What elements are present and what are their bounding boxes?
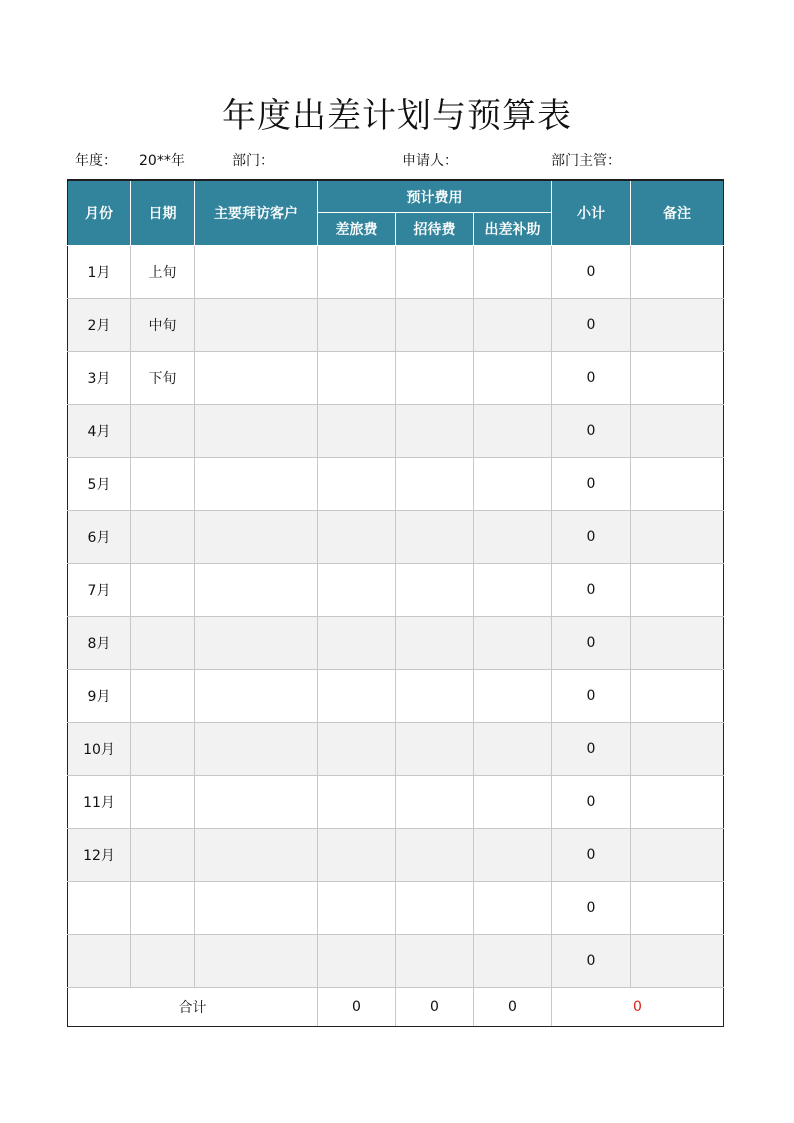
note-cell[interactable] (631, 723, 724, 776)
entertainment-cell[interactable] (396, 405, 474, 458)
entertainment-cell[interactable] (396, 564, 474, 617)
entertainment-cell[interactable] (396, 670, 474, 723)
date-cell[interactable] (131, 458, 195, 511)
client-cell[interactable] (195, 511, 318, 564)
table-row (68, 935, 724, 988)
travel-cell[interactable] (318, 723, 396, 776)
note-cell[interactable] (631, 776, 724, 829)
note-cell[interactable] (631, 352, 724, 405)
allowance-cell[interactable] (474, 511, 552, 564)
travel-cell[interactable] (318, 458, 396, 511)
date-cell[interactable] (131, 670, 195, 723)
month-cell[interactable]: 6月 (68, 511, 131, 564)
entertainment-cell[interactable] (396, 776, 474, 829)
table-row (68, 670, 724, 723)
travel-cell[interactable] (318, 935, 396, 988)
allowance-cell[interactable] (474, 352, 552, 405)
subtotal-cell[interactable]: 0 (552, 564, 631, 617)
header-allowance: 出差补助 (474, 213, 552, 246)
subtotal-cell[interactable]: 0 (552, 405, 631, 458)
month-cell[interactable]: 12月 (68, 829, 131, 882)
table-row (68, 617, 724, 670)
month-cell[interactable]: 1月 (68, 246, 131, 299)
date-cell[interactable] (131, 829, 195, 882)
entertainment-cell[interactable] (396, 458, 474, 511)
total-entertainment: 0 (396, 988, 474, 1027)
month-cell[interactable]: 7月 (68, 564, 131, 617)
subtotal-cell[interactable]: 0 (552, 511, 631, 564)
note-cell[interactable] (631, 670, 724, 723)
header-entertainment: 招待费 (396, 213, 474, 246)
header-travel: 差旅费 (318, 213, 396, 246)
travel-cell[interactable] (318, 829, 396, 882)
year-label: 年度： (75, 153, 117, 169)
allowance-cell[interactable] (474, 458, 552, 511)
allowance-cell[interactable] (474, 776, 552, 829)
allowance-cell[interactable] (474, 299, 552, 352)
note-cell[interactable] (631, 935, 724, 988)
total-allowance: 0 (474, 988, 552, 1027)
travel-cell[interactable] (318, 882, 396, 935)
date-cell[interactable] (131, 723, 195, 776)
month-cell[interactable]: 8月 (68, 617, 131, 670)
total-travel: 0 (318, 988, 396, 1027)
allowance-cell[interactable] (474, 670, 552, 723)
client-cell[interactable] (195, 829, 318, 882)
travel-cell[interactable] (318, 246, 396, 299)
client-cell[interactable] (195, 723, 318, 776)
header-subtotal: 小计 (552, 180, 631, 246)
entertainment-cell[interactable] (396, 299, 474, 352)
subtotal-cell[interactable]: 0 (552, 829, 631, 882)
header-note: 备注 (631, 180, 724, 246)
table-row (68, 352, 724, 405)
department-label: 部门： (232, 153, 274, 169)
note-cell[interactable] (631, 617, 724, 670)
note-cell[interactable] (631, 882, 724, 935)
month-cell[interactable] (68, 882, 131, 935)
total-label: 合计 (68, 988, 318, 1027)
note-cell[interactable] (631, 405, 724, 458)
header-client: 主要拜访客户 (195, 180, 318, 246)
entertainment-cell[interactable] (396, 617, 474, 670)
date-cell[interactable]: 中旬 (131, 299, 195, 352)
entertainment-cell[interactable] (396, 882, 474, 935)
client-cell[interactable] (195, 617, 318, 670)
manager-label: 部门主管： (551, 153, 621, 169)
date-cell[interactable] (131, 617, 195, 670)
allowance-cell[interactable] (474, 564, 552, 617)
note-cell[interactable] (631, 246, 724, 299)
entertainment-cell[interactable] (396, 723, 474, 776)
client-cell[interactable] (195, 352, 318, 405)
header-month: 月份 (68, 180, 131, 246)
travel-cell[interactable] (318, 670, 396, 723)
date-cell[interactable] (131, 882, 195, 935)
subtotal-cell[interactable]: 0 (552, 776, 631, 829)
subtotal-cell[interactable]: 0 (552, 882, 631, 935)
travel-cell[interactable] (318, 617, 396, 670)
table-row (68, 405, 724, 458)
allowance-cell[interactable] (474, 723, 552, 776)
table-row (68, 299, 724, 352)
table-row (68, 776, 724, 829)
allowance-cell[interactable] (474, 935, 552, 988)
entertainment-cell[interactable] (396, 511, 474, 564)
note-cell[interactable] (631, 458, 724, 511)
client-cell[interactable] (195, 935, 318, 988)
date-cell[interactable] (131, 776, 195, 829)
table-row (68, 458, 724, 511)
month-cell[interactable] (68, 935, 131, 988)
client-cell[interactable] (195, 670, 318, 723)
month-cell[interactable]: 9月 (68, 670, 131, 723)
travel-cell[interactable] (318, 299, 396, 352)
subtotal-cell[interactable]: 0 (552, 246, 631, 299)
allowance-cell[interactable] (474, 882, 552, 935)
applicant-label: 申请人： (402, 153, 458, 169)
subtotal-cell[interactable]: 0 (552, 352, 631, 405)
entertainment-cell[interactable] (396, 829, 474, 882)
header-date: 日期 (131, 180, 195, 246)
page-title: 年度出差计划与预算表 (222, 96, 572, 136)
entertainment-cell[interactable] (396, 246, 474, 299)
client-cell[interactable] (195, 405, 318, 458)
subtotal-cell[interactable]: 0 (552, 935, 631, 988)
subtotal-cell[interactable]: 0 (552, 458, 631, 511)
travel-cell[interactable] (318, 511, 396, 564)
travel-cell[interactable] (318, 564, 396, 617)
allowance-cell[interactable] (474, 829, 552, 882)
client-cell[interactable] (195, 776, 318, 829)
allowance-cell[interactable] (474, 405, 552, 458)
table-row (68, 511, 724, 564)
table-row (68, 882, 724, 935)
subtotal-cell[interactable]: 0 (552, 723, 631, 776)
note-cell[interactable] (631, 299, 724, 352)
client-cell[interactable] (195, 882, 318, 935)
entertainment-cell[interactable] (396, 935, 474, 988)
subtotal-cell[interactable]: 0 (552, 670, 631, 723)
note-cell[interactable] (631, 511, 724, 564)
total-row (68, 988, 724, 1027)
month-cell[interactable]: 11月 (68, 776, 131, 829)
client-cell[interactable] (195, 246, 318, 299)
note-cell[interactable] (631, 829, 724, 882)
budget-table (67, 179, 724, 1027)
subtotal-cell[interactable]: 0 (552, 299, 631, 352)
date-cell[interactable]: 下旬 (131, 352, 195, 405)
allowance-cell[interactable] (474, 246, 552, 299)
year-value[interactable]: 20**年 (139, 153, 185, 169)
travel-cell[interactable] (318, 405, 396, 458)
date-cell[interactable]: 上旬 (131, 246, 195, 299)
client-cell[interactable] (195, 458, 318, 511)
table-row (68, 246, 724, 299)
month-cell[interactable]: 5月 (68, 458, 131, 511)
grand-total: 0 (552, 988, 724, 1027)
header-expected-cost: 预计费用 (318, 180, 552, 213)
date-cell[interactable] (131, 935, 195, 988)
month-cell[interactable]: 2月 (68, 299, 131, 352)
date-cell[interactable] (131, 405, 195, 458)
travel-cell[interactable] (318, 352, 396, 405)
month-cell[interactable]: 3月 (68, 352, 131, 405)
client-cell[interactable] (195, 564, 318, 617)
table-row (68, 564, 724, 617)
entertainment-cell[interactable] (396, 352, 474, 405)
travel-cell[interactable] (318, 776, 396, 829)
subtotal-cell[interactable]: 0 (552, 617, 631, 670)
date-cell[interactable] (131, 511, 195, 564)
allowance-cell[interactable] (474, 617, 552, 670)
month-cell[interactable]: 4月 (68, 405, 131, 458)
table-row (68, 723, 724, 776)
client-cell[interactable] (195, 299, 318, 352)
note-cell[interactable] (631, 564, 724, 617)
table-row (68, 829, 724, 882)
date-cell[interactable] (131, 564, 195, 617)
month-cell[interactable]: 10月 (68, 723, 131, 776)
